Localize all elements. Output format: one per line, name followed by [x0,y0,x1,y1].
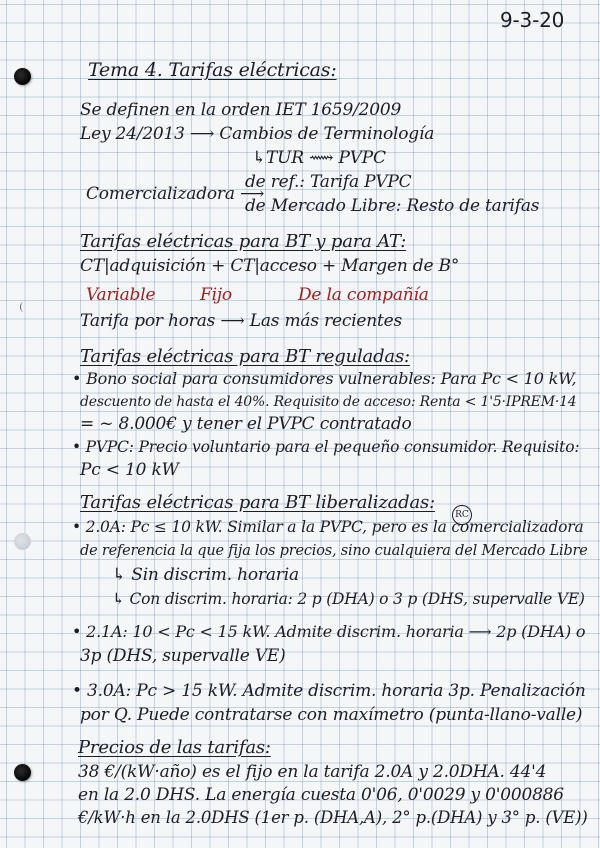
note-line: 38 €/(kW·año) es el fijo en la tarifa 2.0A y 2.0DHA. 44'4 [78,762,547,782]
note-line: Pc < 10 kW [80,460,179,480]
note-line: de Mercado Libre: Resto de tarifas [245,196,540,216]
binder-hole-1 [14,68,31,85]
note-line: €/kW·h en la 2.0DHS (1er p. (DHA,A), 2° p.(DHA) y 3° p. (VE)) [78,808,588,827]
note-line: Comercializadora ⟶ [86,184,265,204]
margin-mark [20,302,27,312]
section-heading: Tarifas eléctricas para BT y para AT: [80,231,407,252]
page-date: 9-3-20 [500,8,565,32]
note-line: • 2.0A: Pc ≤ 10 kW. Similar a la PVPC, pero es la comercializadora [72,518,584,536]
note-line: en la 2.0 DHS. La energía cuesta 0'06, 0'0029 y 0'000886 [78,785,564,805]
note-line: Ley 24/2013 ⟶ Cambios de Terminología [80,124,435,144]
note-line: 3p (DHS, supervalle VE) [80,646,286,666]
note-line: Variable [86,285,156,305]
note-line: descuento de hasta el 40%. Requisito de acceso: Renta < 1'5·IPREM·14 [80,394,577,410]
note-line: Se definen en la orden IET 1659/2009 [80,100,402,120]
note-line: • Bono social para consumidores vulnerables: Para Pc < 10 kW, [72,369,577,388]
note-line: Tarifa por horas ⟶ Las más recientes [80,311,403,331]
note-line: ↳ Con discrim. horaria: 2 p (DHA) o 3 p (DHS, supervalle VE) [112,590,585,608]
section-heading: Tarifas eléctricas para BT reguladas: [80,346,410,367]
note-line: De la compañía [298,285,429,305]
section-heading: Precios de las tarifas: [78,737,271,758]
note-line: • 2.1A: 10 < Pc < 15 kW. Admite discrim. horaria ⟶ 2p (DHA) o [72,622,586,641]
note-line: • 3.0A: Pc > 15 kW. Admite discrim. horaria 3p. Penalización [72,681,586,701]
note-line: por Q. Puede contratarse con maxímetro (punta-llano-valle) [80,705,583,725]
note-line: • PVPC: Precio voluntario para el pequeño consumidor. Requisito: [72,438,580,456]
note-line: de ref.: Tarifa PVPC [245,172,412,192]
note-line: CT|adquisición + CT|acceso + Margen de B° [80,256,460,276]
page-title: Tema 4. Tarifas eléctricas: [88,59,337,81]
binder-hole-3 [14,764,31,781]
note-annotation: RC [452,505,472,525]
binder-hole-2 [14,533,31,550]
note-line: ↳TUR ⟿ PVPC [252,148,386,168]
note-line: = ~ 8.000€ y tener el PVPC contratado [80,414,412,434]
note-line: Fijo [200,285,232,305]
note-line: de referencia la que fija los precios, sino cualquiera del Mercado Libre [80,543,588,559]
section-heading: Tarifas eléctricas para BT liberalizadas: [80,492,435,513]
note-line: ↳ Sin discrim. horaria [112,565,299,585]
